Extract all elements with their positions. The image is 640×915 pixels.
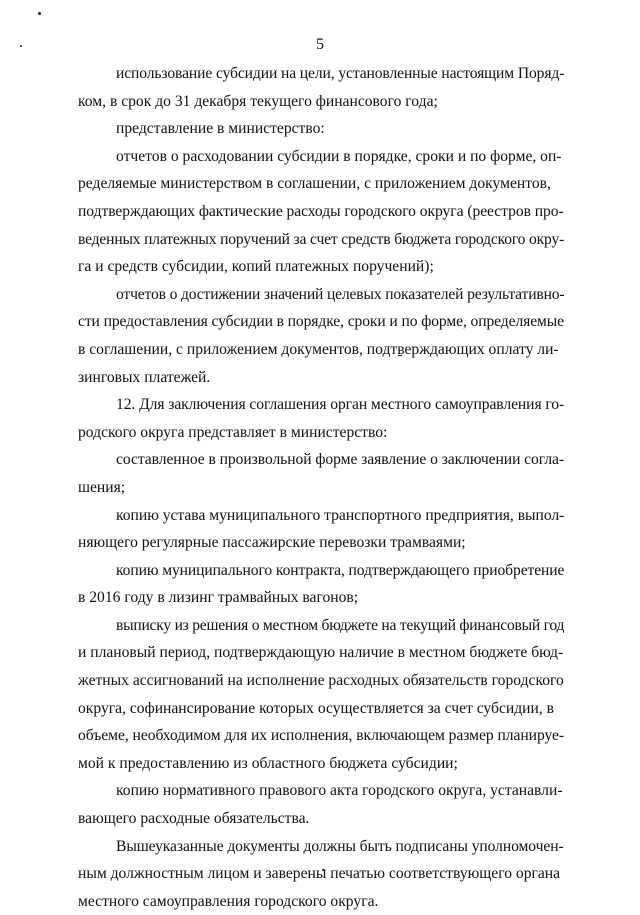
body-paragraph xyxy=(78,557,564,612)
text-line: использование субсидии на цели, установленные настоящим Поряд- xyxy=(116,65,565,82)
text-line: и плановый период, подтверждающую наличие в местном бюджете бюд- xyxy=(78,644,564,662)
body-paragraph xyxy=(78,777,564,832)
text-line: шения; xyxy=(78,478,126,496)
text-line: родского округа представляет в министерство: xyxy=(78,423,388,441)
text-line: составленное в произвольной форме заявление о заключении согла- xyxy=(116,451,565,469)
text-line: копию нормативного правового акта городского округа, устанавли- xyxy=(116,782,563,800)
body-paragraph xyxy=(78,446,564,501)
body-paragraph xyxy=(78,612,564,778)
text-line: местного самоуправления городского округа. xyxy=(78,892,379,910)
text-line: мой к предоставлению из областного бюджета субсидии; xyxy=(78,754,458,772)
text-line: подтверждающих фактические расходы городского округа (реестров про- xyxy=(78,202,564,220)
text-line: копию муниципального контракта, подтверждающего приобретение xyxy=(116,561,565,579)
text-line: представление в министерство: xyxy=(116,120,325,138)
text-line: сти предоставления субсидии в порядке, сроки и по форме, определяемые xyxy=(78,313,564,331)
text-line: ным должностным лицом и заверены печатью соответствующего органа xyxy=(78,865,561,883)
text-line: округа, софинансирование которых осуществляется за счет субсидии, в xyxy=(78,699,554,717)
text-line: объеме, необходимом для их исполнения, включающем размер планируе- xyxy=(78,727,565,745)
text-line: в 2016 году в лизинг трамвайных вагонов; xyxy=(78,589,359,607)
text-line: вающего расходные обязательства. xyxy=(78,810,310,828)
scan-speck xyxy=(38,12,41,15)
body-paragraph xyxy=(78,502,564,557)
text-line: га и средств субсидии, копий платежных поручений); xyxy=(78,258,434,276)
body-paragraph xyxy=(78,115,564,143)
text-line: веденных платежных поручений за счет средств бюджета городского окру- xyxy=(78,230,565,248)
text-line: 12. Для заключения соглашения орган местного самоуправления го- xyxy=(116,396,565,414)
document-body xyxy=(78,60,564,915)
text-line: отчетов о достижении значений целевых показателей результативно- xyxy=(116,285,565,303)
body-paragraph xyxy=(78,60,564,115)
text-line: жетных ассигнований на исполнение расходных обязательств городского xyxy=(78,672,564,690)
text-line: зинговых платежей. xyxy=(78,368,211,386)
body-paragraph xyxy=(78,281,564,391)
text-line: в соглашении, с приложением документов, подтверждающих оплату ли- xyxy=(78,340,559,358)
text-line: ком, в срок до 31 декабря текущего финансового года; xyxy=(78,92,438,110)
text-line: няющего регулярные пассажирские перевозки трамваями; xyxy=(78,534,466,552)
text-line: выписку из решения о местном бюджете на текущий финансовый год xyxy=(116,616,565,634)
body-paragraph xyxy=(78,391,564,446)
text-line: Вышеуказанные документы должны быть подписаны уполномочен- xyxy=(116,837,564,855)
body-paragraph xyxy=(78,143,564,281)
text-line: ределяемые министерством в соглашении, с приложением документов, xyxy=(78,175,551,193)
page-number: 5 xyxy=(316,36,324,53)
body-paragraph xyxy=(78,833,564,915)
text-line: копию устава муниципального транспортного предприятия, выпол- xyxy=(116,506,565,524)
text-line: отчетов о расходовании субсидии в порядке, сроки и по форме, оп- xyxy=(116,147,562,165)
